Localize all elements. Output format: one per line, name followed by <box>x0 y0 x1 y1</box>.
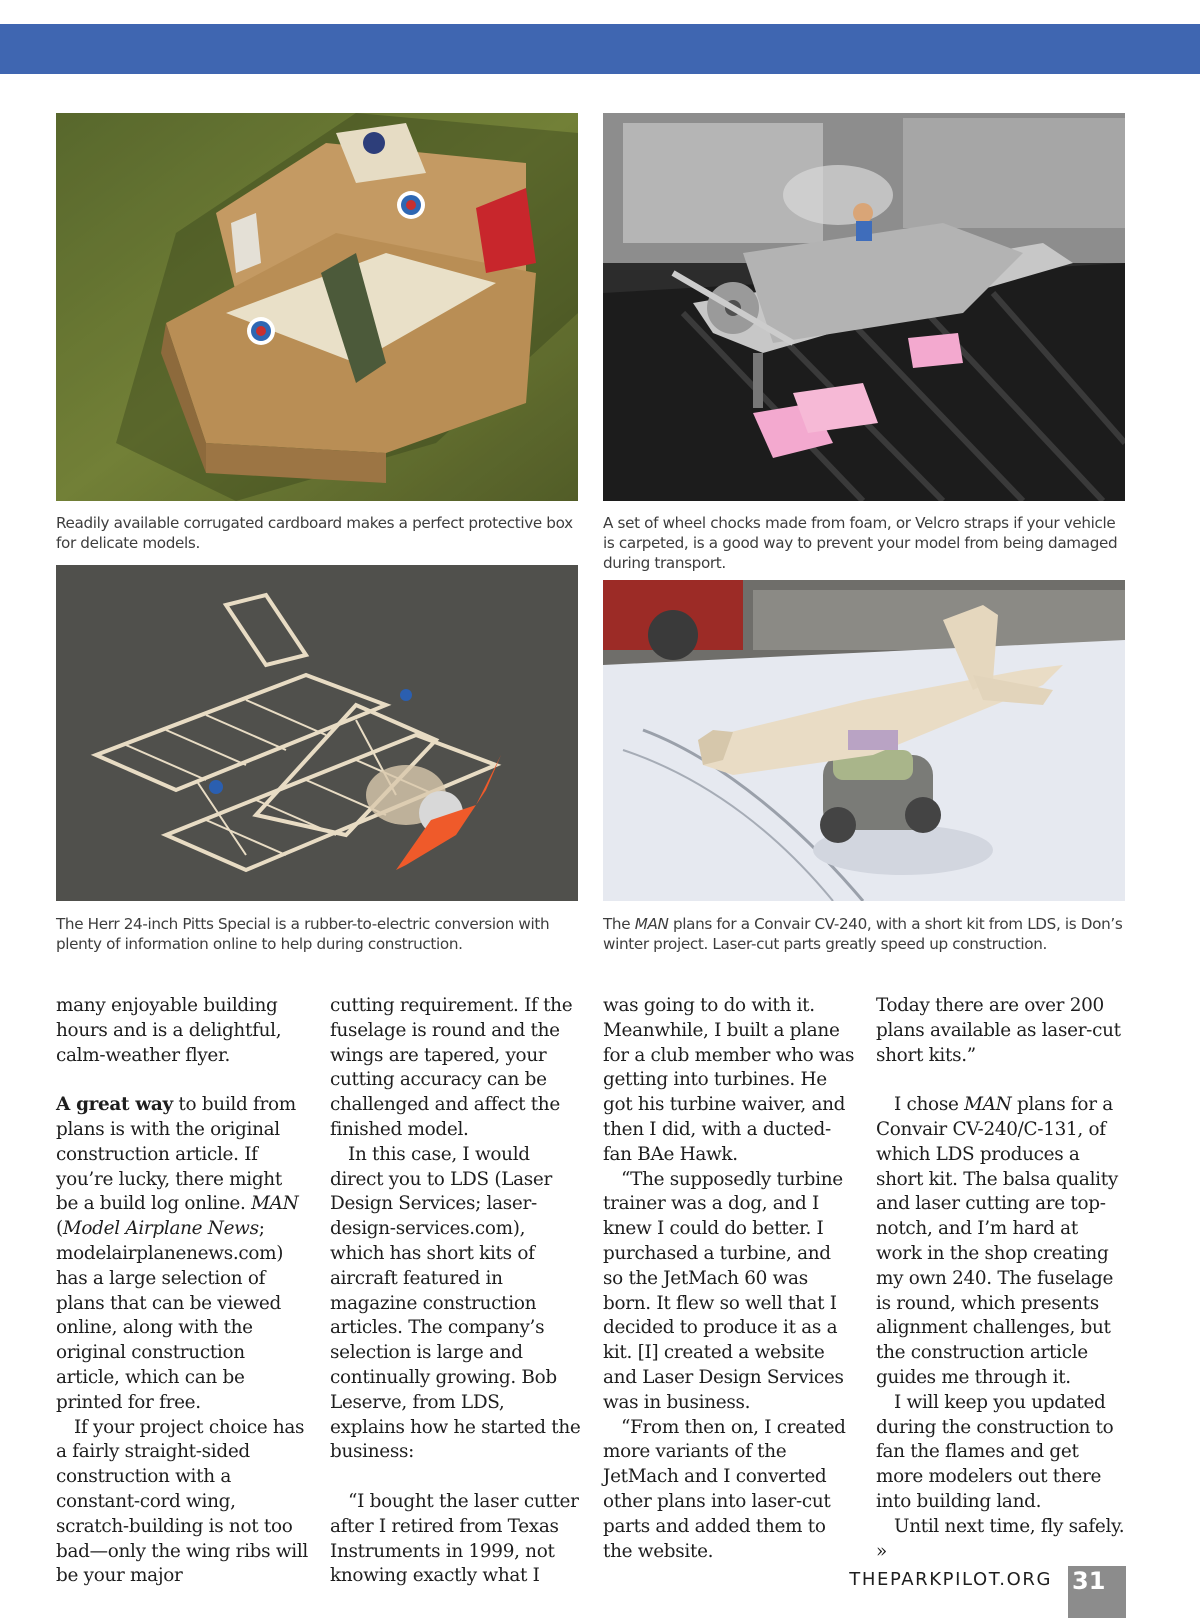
caption-convair-post: plans for a Convair CV-240, with a short kit from LDS, is Don’s winter project. Laser-cut parts greatly speed up construction. <box>603 915 1123 953</box>
paragraph: In this case, I would direct you to LDS (Laser Design Services; laser-design-services.com), which has short kits of aircraft featured in magazine construction articles. The company’s selection is large and continually growing. Bob Leserve, from LDS, explains how he started the business: <box>330 1143 581 1463</box>
italic-text: Model Airplane News <box>62 1218 259 1240</box>
caption-pitts-special: The Herr 24-inch Pitts Special is a rubber-to-electric conversion with plenty of information online to help during construction. <box>56 915 550 953</box>
paragraph-text: ( <box>56 1218 63 1240</box>
paragraph: I will keep you updated during the construction to fan the flames and get more modelers out there into building land. <box>876 1391 1114 1512</box>
caption-cardboard-box: Readily available corrugated cardboard makes a perfect protective box for delicate models. <box>56 514 573 552</box>
article-column-4 <box>876 994 1128 1564</box>
paragraph <box>56 1093 308 1415</box>
photo-cardboard-box <box>56 113 578 501</box>
photo-pitts-special <box>56 565 578 901</box>
article-column-3 <box>603 994 855 1564</box>
paragraph-text: ; modelairplanenews.com) has a large selection of plans that can be viewed online, along with the original construction article, which can be printed for free. <box>56 1218 284 1413</box>
photo-model-in-car <box>603 113 1125 501</box>
italic-text: MAN <box>251 1193 299 1215</box>
article-column-2 <box>330 994 582 1589</box>
paragraph-lead-in: A great way <box>56 1094 173 1116</box>
paragraph <box>876 1093 1128 1391</box>
caption-convair-pre: The <box>603 915 635 933</box>
paragraph: cutting requirement. If the fuselage is round and the wings are tapered, your cutting accuracy can be challenged and affect the finished model. <box>330 995 573 1140</box>
paragraph: many enjoyable building hours and is a delightful, calm-weather flyer. <box>56 995 282 1066</box>
paragraph: “I bought the laser cutter after I retired from Texas Instruments in 1999, not knowing exactly what I <box>330 1490 579 1587</box>
paragraph: “The supposedly turbine trainer was a dog, and I knew I could do better. I purchased a turbine, and so the JetMach 60 was born. It flew so well that I decided to produce it as a kit. [I] created a website and Laser Design Services was in business. <box>603 1168 844 1413</box>
paragraph: If your project choice has a fairly straight-sided construction with a constant-cord wing, scratch-building is not too bad—only the wing ribs will be your major <box>56 1416 309 1587</box>
header-color-bar <box>0 24 1200 74</box>
paragraph-text: to build from plans is with the original construction article. If you’re lucky, there might be a build log online. <box>56 1094 296 1215</box>
caption-wheel-chocks: A set of wheel chocks made from foam, or Velcro straps if your vehicle is carpeted, is a good way to prevent your model from being damaged during transport. <box>603 514 1118 572</box>
caption-convair <box>603 914 1131 954</box>
paragraph-text: plans for a Convair CV-240/C-131, of which LDS produces a short kit. The balsa quality and laser cutting are top-notch, and I’m hard at work in the shop creating my own 240. The fuselage is round, which presents alignment challenges, but the construction article guides me through it. <box>876 1094 1118 1388</box>
article-column-1 <box>56 994 308 1589</box>
photo-convair-in-snow <box>603 580 1125 901</box>
page-number: 31 <box>1068 1566 1126 1618</box>
paragraph: Today there are over 200 plans available as laser-cut short kits.” <box>876 995 1121 1066</box>
paragraph: was going to do with it. Meanwhile, I built a plane for a club member who was getting into turbines. He got his turbine waiver, and then I did, with a ducted-fan BAe Hawk. <box>603 995 855 1165</box>
paragraph: “From then on, I created more variants of the JetMach and I converted other plans into laser-cut parts and added them to the website. <box>603 1416 846 1562</box>
paragraph-closing: Until next time, fly safely. » <box>876 1515 1125 1562</box>
paragraph-text: I chose <box>894 1094 965 1116</box>
italic-text: MAN <box>964 1094 1012 1116</box>
caption-convair-italic: MAN <box>634 915 669 933</box>
footer-website: THEPARKPILOT.ORG <box>849 1569 1052 1590</box>
